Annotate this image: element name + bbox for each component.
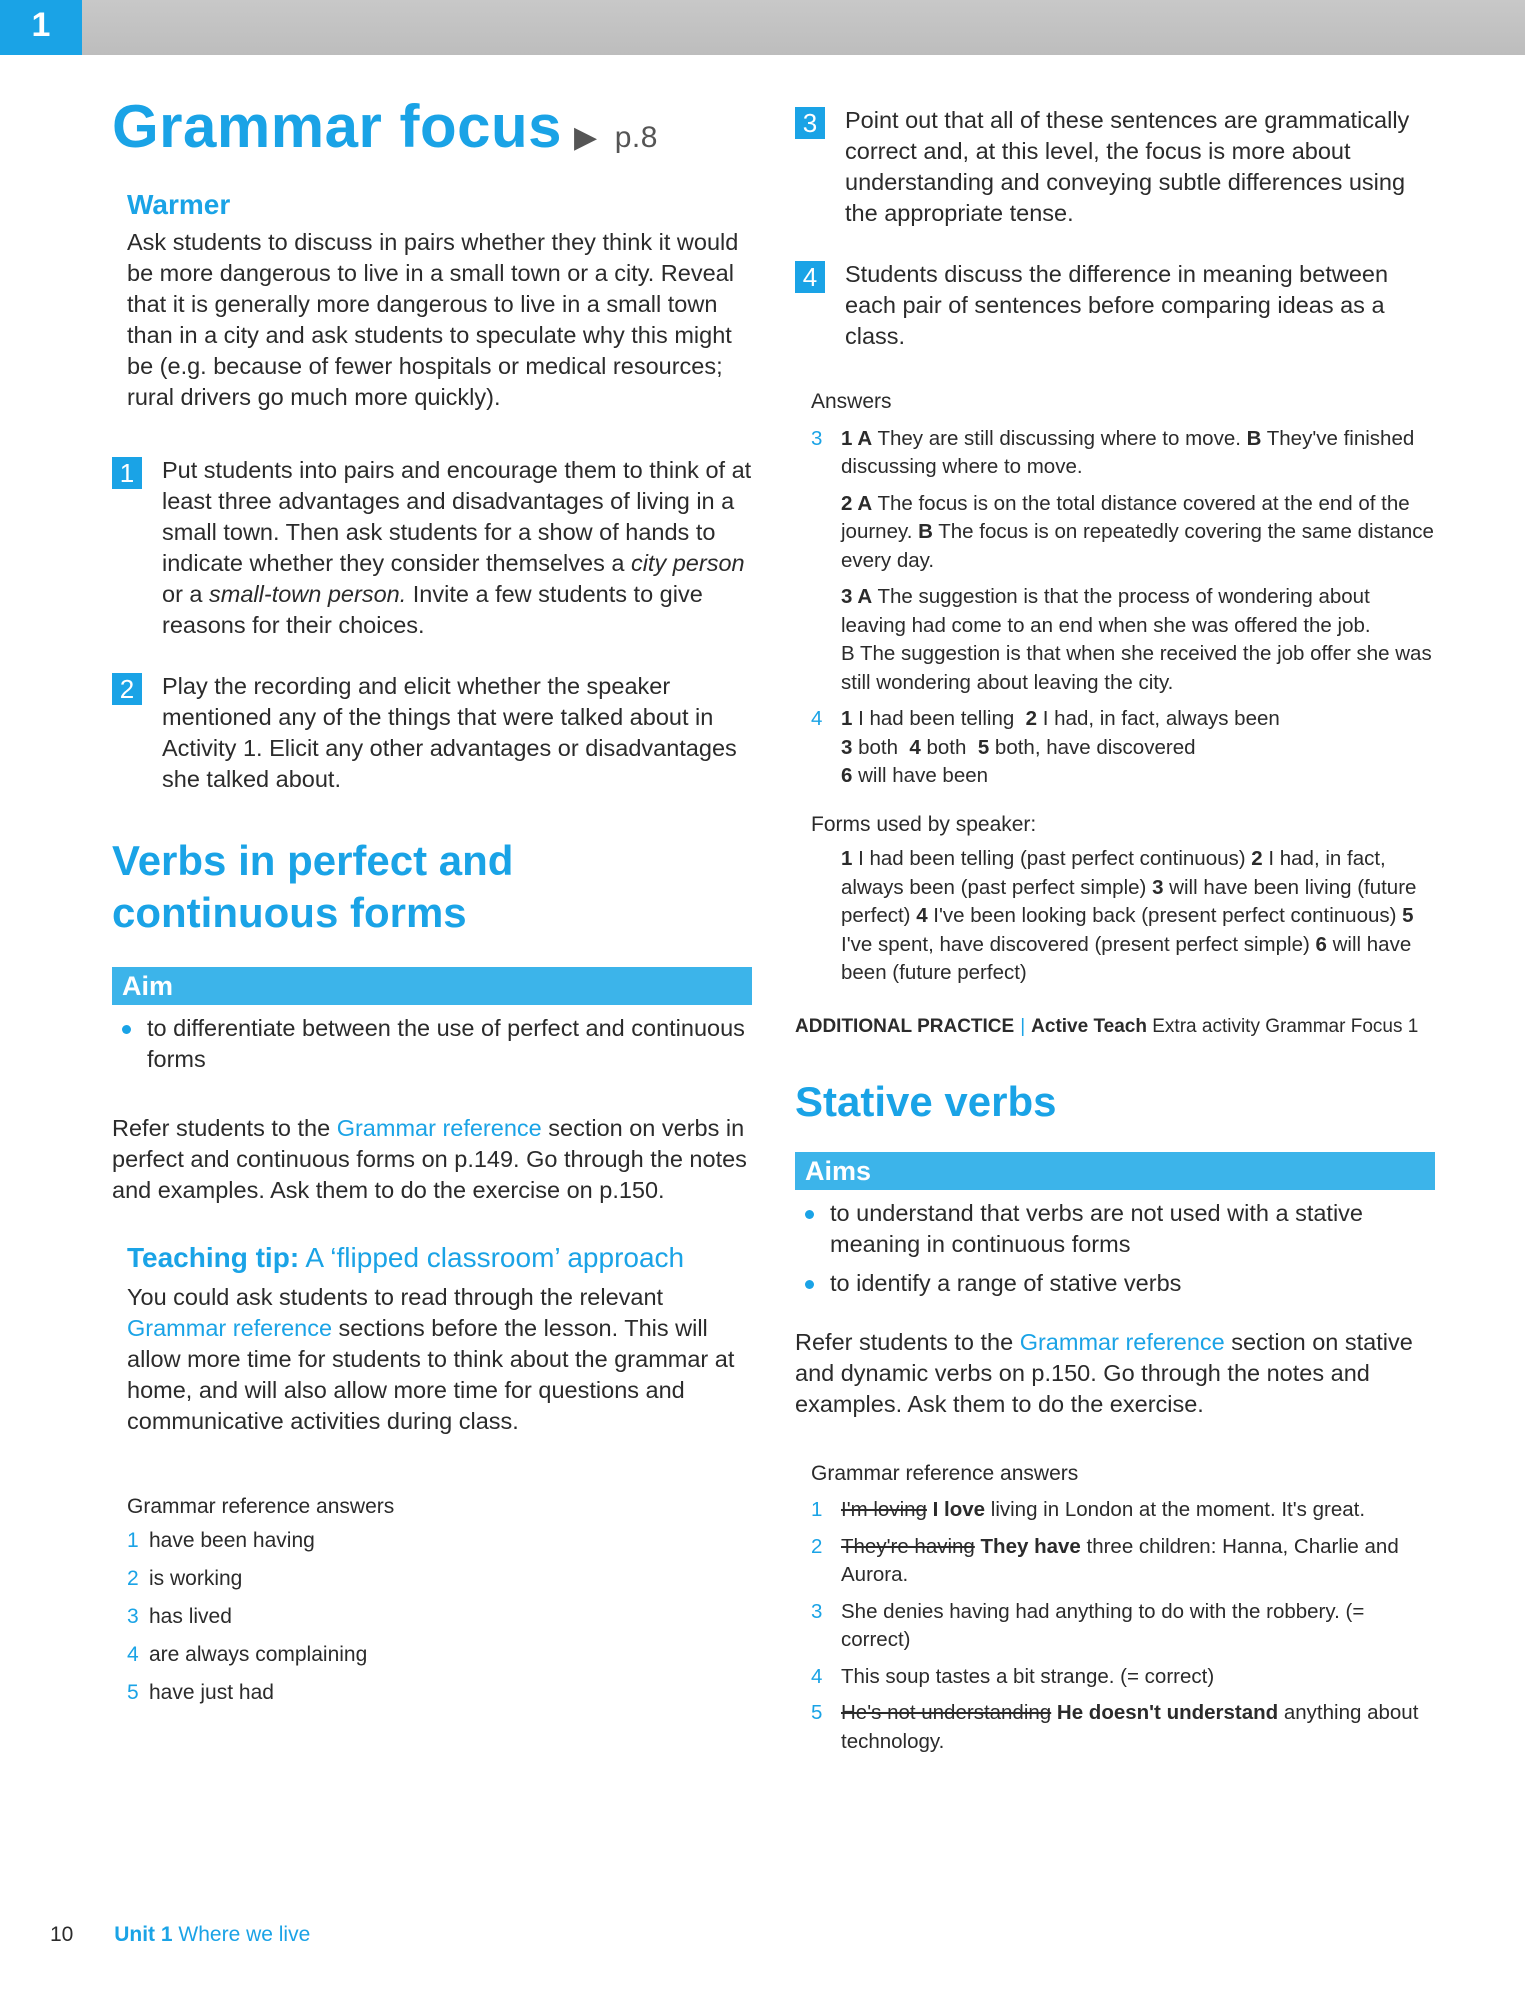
activity-number: 4 [795, 261, 825, 293]
grammar-reference-link[interactable]: Grammar reference [127, 1315, 333, 1341]
right-column [795, 105, 1435, 1764]
activity-number: 3 [795, 107, 825, 139]
footer-unit-title: Where we live [178, 1923, 311, 1946]
grammar-reference-link[interactable]: Grammar reference [1019, 1328, 1225, 1355]
answer-block-4: 4 1 I had been telling 2 I had, in fact, always been 3 both 4 both 5 both, have discovered 6 will have been [811, 707, 1280, 787]
activity-text: Play the recording and elicit whether the speaker mentioned any of the things that were talked about in Activity 1. Elicit any other advantages or disadvantages she talked about. [162, 673, 737, 792]
section-title-verbs: Verbs in perfect and continuous forms [112, 837, 514, 936]
activity-1 [112, 455, 752, 641]
activity-number: 1 [112, 457, 142, 489]
activity-number: 2 [112, 673, 142, 705]
list-item: 3 She denies having had anything to do with the robbery. (= correct) [811, 1599, 1365, 1651]
title-page-ref: p.8 [614, 121, 658, 154]
aim-item: to understand that verbs are not used with a stative meaning in continuous forms [795, 1198, 1435, 1260]
list-item: 1 have been having [127, 1529, 315, 1552]
list-item: 2 They're having They have three children: Hanna, Charlie and Aurora. [811, 1534, 1399, 1586]
aim-item: to identify a range of stative verbs [795, 1268, 1435, 1299]
list-item: 5 He's not understanding He doesn't understand anything about technology. [811, 1701, 1419, 1753]
additional-practice: ADDITIONAL PRACTICE | Active Teach Extra activity Grammar Focus 1 [795, 1015, 1419, 1037]
aim-item: to differentiate between the use of perfect and continuous forms [112, 1013, 752, 1075]
teaching-tip-heading: Teaching tip: A ‘flipped classroom’ approach [127, 1242, 685, 1273]
warmer-heading: Warmer [127, 189, 231, 220]
top-bar [0, 0, 1525, 55]
play-arrow-icon: ▶ [574, 121, 598, 154]
activity-text: Students discuss the difference in meaning between each pair of sentences before comparing ideas as a class. [845, 261, 1389, 349]
aim-bar: Aim [112, 967, 752, 1005]
grammar-ref-paragraph: Refer students to the Grammar reference section on verbs in perfect and continuous forms on p.149. Go through the notes and examples. Ask them to do the exercise on p.150. [112, 1115, 747, 1203]
page-footer [50, 1923, 310, 1947]
activity-3 [795, 105, 1435, 229]
answers-heading: Answers [811, 390, 892, 413]
forms-heading: Forms used by speaker: [811, 812, 1037, 836]
left-column [112, 92, 752, 1717]
stative-answers-heading: Grammar reference answers [811, 1461, 1079, 1485]
unit-tab: 1 [0, 0, 82, 55]
section-title-stative: Stative verbs [795, 1077, 1057, 1125]
aim-list [112, 1013, 752, 1075]
stative-ref-paragraph: Refer students to the Grammar reference section on stative and dynamic verbs on p.150. Go through the notes and examples. Ask them to do the exercise. [795, 1328, 1413, 1417]
grammar-ref-answers-list [127, 1527, 752, 1707]
list-item: 4 are always complaining [127, 1643, 368, 1666]
activity-text: Point out that all of these sentences are grammatically correct and, at this level, the focus is more about understanding and conveying subtle differences using the appropriate tense. [845, 107, 1410, 226]
list-item: 3 has lived [127, 1605, 232, 1628]
grammar-reference-link[interactable]: Grammar reference [336, 1115, 542, 1141]
activity-4 [795, 259, 1435, 352]
list-item: 5 have just had [127, 1681, 274, 1704]
list-item: 1 I'm loving I love living in London at the moment. It's great. [811, 1498, 1366, 1521]
aims-bar: Aims [795, 1152, 1435, 1190]
aims-list [795, 1198, 1435, 1299]
page-title: Grammar focus ▶ p.8 [112, 93, 658, 160]
grammar-ref-answers-heading: Grammar reference answers [127, 1495, 395, 1518]
warmer-text: Ask students to discuss in pairs whether they think it would be more dangerous to live in a small town or a city. Reveal that it is generally more dangerous to live in a small town than in a city and ask students to speculate why this might be (e.g. because of fewer hospitals or medical resources; rural drivers go much more quickly). [127, 229, 739, 410]
activity-2 [112, 671, 752, 795]
teaching-tip-text: You could ask students to read through the relevant Grammar reference sections before the lesson. This will allow more time for students to think about the grammar at home, and will also allow more time for questions and communicative activities during class. [127, 1284, 735, 1434]
page-number: 10 [50, 1923, 74, 1946]
list-item: 4 This soup tastes a bit strange. (= correct) [811, 1664, 1215, 1688]
activity-text: Put students into pairs and encourage them to think of at least three advantages and disadvantages of living in a small town. Then ask students for a show of hands to indicate whether they consider themselves a city person or a small-town person. Invite a few students to give reasons for their choices. [162, 457, 752, 638]
footer-unit: Unit 1 [114, 1923, 173, 1946]
forms-text: 1 I had been telling (past perfect continuous) 2 I had, in fact, always been (past perfect simple) 3 will have been living (future perfect) 4 I've been looking back (present perfect continuous) 5 I've spent, have discovered (present perfect simple) 6 will have been (future perfect) [841, 847, 1417, 984]
answer-block-3: 3 1 A They are still discussing where to move. B They've finished discussing where to move. 2 A The focus is on the total distance covered at the end of the journey. B The focus is on repeatedly covering the same distance every day. 3 A The suggestion is that the process of wondering about leaving had come to an end when she was offered the job. B The suggestion is that when she received the job offer she was still wondering about leaving the city. [811, 426, 1434, 694]
list-item: 2 is working [127, 1567, 243, 1590]
